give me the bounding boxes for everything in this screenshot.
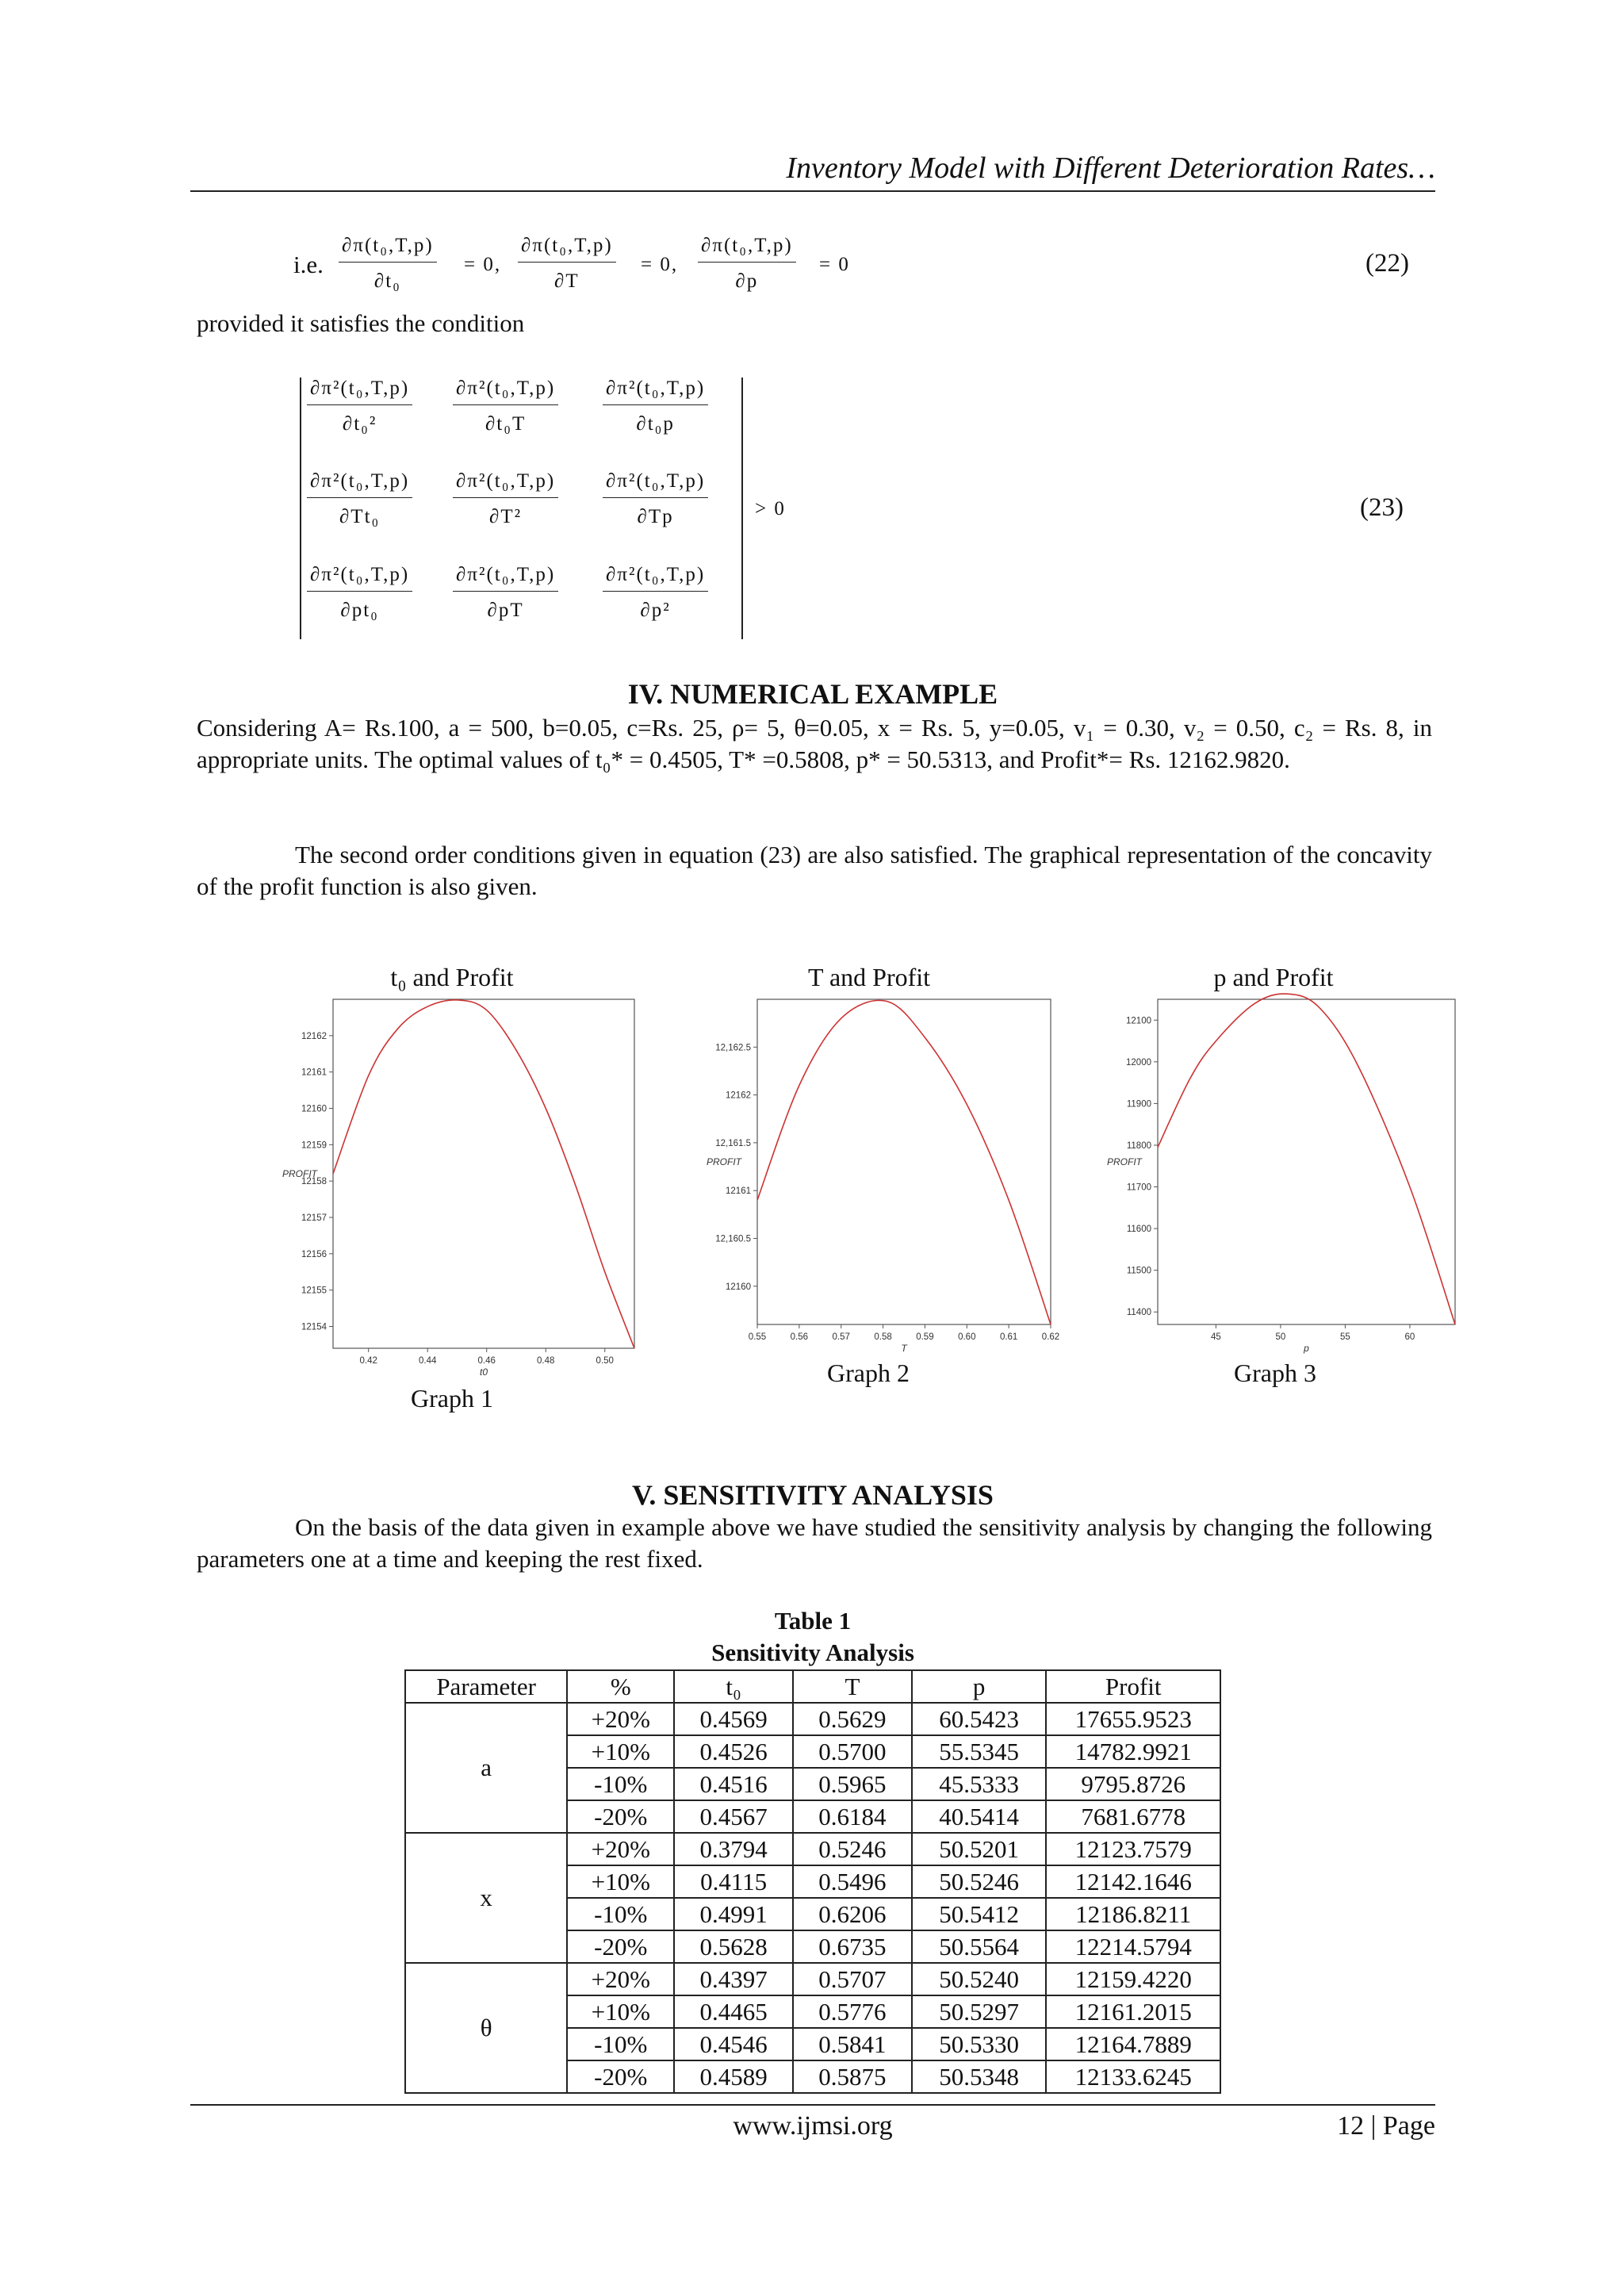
profit-curve — [333, 1000, 634, 1348]
x-axis-label: p — [1304, 1343, 1309, 1354]
table-cell: -10% — [567, 1898, 674, 1930]
x-axis-label: T — [901, 1343, 907, 1354]
table-cell: 0.4589 — [674, 2060, 793, 2093]
table-cell: 12164.7889 — [1046, 2028, 1220, 2060]
graph3-caption: Graph 3 — [1234, 1359, 1316, 1387]
eq22-fraction-1: $\frac{\text{∂π(t₀,T,p)}}{\text{∂t₀}}$ — [339, 235, 437, 293]
y-tick-label: 11900 — [1126, 1099, 1151, 1110]
eq22-number: (22) — [1365, 249, 1409, 278]
determinant-entry: $\frac{\text{∂π²(t₀,T,p)}}{\partial pT}$ — [453, 564, 558, 622]
table-cell: 0.5246 — [793, 1833, 912, 1865]
table-cell: 7681.6778 — [1046, 1800, 1220, 1833]
eq22-equals-2: = 0, — [641, 254, 679, 275]
table-cell: 0.4465 — [674, 1995, 793, 2028]
chart3-title: p and Profit — [1213, 963, 1334, 991]
footer-page-number: 12 | Page — [1337, 2111, 1435, 2141]
table-cell: 50.5564 — [912, 1930, 1047, 1963]
x-tick-label: 0.61 — [999, 1332, 1018, 1342]
x-tick-label: 0.57 — [832, 1332, 850, 1342]
x-tick-label: 0.44 — [419, 1356, 437, 1366]
plot-frame — [757, 999, 1051, 1324]
table-cell: 0.4397 — [674, 1963, 793, 1995]
y-tick-label: 12157 — [301, 1213, 327, 1223]
table-row — [405, 1703, 1220, 1735]
table-parameter-cell: θ — [405, 1963, 567, 2093]
chart1-title: t₀ and Profit — [390, 963, 514, 991]
table-row — [405, 1963, 1220, 1995]
table-cell: 50.5348 — [912, 2060, 1047, 2093]
header-rule — [190, 190, 1435, 192]
eq23-number: (23) — [1360, 493, 1404, 522]
table-cell: 0.5496 — [793, 1865, 912, 1898]
table-caption-title: Sensitivity Analysis — [711, 1639, 914, 1666]
y-tick-label: 12160 — [301, 1104, 327, 1114]
table-cell: +10% — [567, 1735, 674, 1768]
x-tick-label: 45 — [1210, 1332, 1221, 1342]
table-cell: 0.4991 — [674, 1898, 793, 1930]
table-cell: +20% — [567, 1833, 674, 1865]
eq22-equals-3: = 0 — [819, 254, 850, 275]
y-tick-label: 11800 — [1126, 1140, 1151, 1151]
table-cell: 50.5201 — [912, 1833, 1047, 1865]
table-header-cell: p — [912, 1670, 1047, 1703]
table-cell: 12142.1646 — [1046, 1865, 1220, 1898]
table-cell: 12186.8211 — [1046, 1898, 1220, 1930]
table-cell: 0.4569 — [674, 1703, 793, 1735]
chart-T-profit — [690, 995, 1060, 1360]
x-tick-label: 0.46 — [477, 1356, 496, 1366]
table-parameter-cell: x — [405, 1833, 567, 1963]
table-cell: 40.5414 — [912, 1800, 1047, 1833]
table-header-cell: T — [793, 1670, 912, 1703]
table-parameter-cell: a — [405, 1703, 567, 1833]
table-cell: -20% — [567, 1800, 674, 1833]
chart2-title: T and Profit — [807, 963, 931, 991]
table-cell: +10% — [567, 1865, 674, 1898]
table-cell: 50.5330 — [912, 2028, 1047, 2060]
y-tick-label: 12154 — [301, 1322, 327, 1332]
y-tick-label: 12,162.5 — [715, 1043, 751, 1053]
y-tick-label: 12158 — [301, 1177, 327, 1187]
table-cell: 60.5423 — [912, 1703, 1047, 1735]
determinant-entry: $\frac{\text{∂π²(t₀,T,p)}}{\text{∂t₀²}}$ — [307, 378, 412, 435]
table-cell: 12159.4220 — [1046, 1963, 1220, 1995]
table-cell: 0.4516 — [674, 1768, 793, 1800]
table-cell: 0.3794 — [674, 1833, 793, 1865]
table-cell: 14782.9921 — [1046, 1735, 1220, 1768]
table-cell: 0.5700 — [793, 1735, 912, 1768]
eq23-rhs: > 0 — [755, 498, 786, 519]
footer-rule — [190, 2104, 1435, 2106]
y-axis-label: PROFIT — [707, 1156, 741, 1167]
x-tick-label: 0.42 — [359, 1356, 377, 1366]
table-cell: 0.6206 — [793, 1898, 912, 1930]
y-tick-label: 12161 — [301, 1068, 327, 1078]
table-cell: -10% — [567, 1768, 674, 1800]
determinant-right-bar — [741, 378, 743, 639]
determinant-entry: $\frac{\text{∂π²(t₀,T,p)}}{\text{∂Tt₀}}$ — [307, 470, 412, 528]
graph1-caption: Graph 1 — [411, 1384, 493, 1412]
table-header-cell: Profit — [1046, 1670, 1220, 1703]
table-row — [405, 1833, 1220, 1865]
table-cell: 0.5629 — [793, 1703, 912, 1735]
table-header-cell: % — [567, 1670, 674, 1703]
y-tick-label: 12,161.5 — [715, 1138, 751, 1148]
running-header: Inventory Model with Different Deterioration Rates… — [786, 151, 1435, 185]
table-cell: 0.5841 — [793, 2028, 912, 2060]
y-tick-label: 11700 — [1126, 1182, 1151, 1193]
table-cell: 50.5246 — [912, 1865, 1047, 1898]
determinant-entry: $\frac{\text{∂π²(t₀,T,p)}}{\text{∂p²}}$ — [603, 564, 708, 622]
y-axis-label: PROFIT — [282, 1168, 317, 1179]
table-caption-number: Table 1 — [774, 1607, 852, 1635]
eq22-fraction-3: $\frac{\text{∂π(t₀,T,p)}}{\partial p}$ — [698, 235, 796, 293]
x-tick-label: 0.48 — [537, 1356, 555, 1366]
x-tick-label: 0.62 — [1041, 1332, 1060, 1342]
section5-title: V. SENSITIVITY ANALYSIS — [632, 1479, 994, 1511]
table-header-cell: Parameter — [405, 1670, 567, 1703]
y-tick-label: 12,160.5 — [715, 1234, 751, 1244]
x-tick-label: 0.50 — [596, 1356, 614, 1366]
y-tick-label: 12000 — [1126, 1057, 1151, 1068]
eq22-equals-1: = 0, — [464, 254, 502, 275]
determinant-entry: $\frac{\text{∂π²(t₀,T,p)}}{\partial Tp}$ — [603, 470, 708, 528]
chart-p-profit — [1094, 995, 1459, 1360]
x-tick-label: 0.60 — [958, 1332, 976, 1342]
x-tick-label: 55 — [1340, 1332, 1350, 1342]
determinant-entry: $\frac{\text{∂π²(t₀,T,p)}}{\text{∂pt₀}}$ — [307, 564, 412, 622]
x-tick-label: 0.59 — [916, 1332, 934, 1342]
table-cell: 0.4526 — [674, 1735, 793, 1768]
y-tick-label: 12162 — [726, 1091, 751, 1101]
y-tick-label: 12159 — [301, 1140, 327, 1151]
y-tick-label: 12161 — [726, 1186, 751, 1197]
table-cell: 12133.6245 — [1046, 2060, 1220, 2093]
y-tick-label: 12156 — [301, 1249, 327, 1259]
y-tick-label: 12162 — [301, 1031, 327, 1041]
table-cell: +20% — [567, 1703, 674, 1735]
eq22-label: i.e. — [293, 251, 324, 278]
profit-curve — [757, 1000, 1051, 1324]
determinant-entry: $\frac{\text{∂π²(t₀,T,p)}}{\text{∂t₀T}}$ — [453, 378, 558, 435]
table-cell: -20% — [567, 2060, 674, 2093]
y-tick-label: 11600 — [1126, 1225, 1151, 1235]
section5-paragraph: On the basis of the data given in example above we have studied the sensitivity analysis by changing the following parameters one at a time and keeping the rest fixed. — [197, 1513, 1432, 1573]
y-tick-label: 12155 — [301, 1286, 327, 1296]
y-tick-label: 11400 — [1126, 1308, 1151, 1318]
x-tick-label: 50 — [1275, 1332, 1286, 1342]
x-tick-label: 60 — [1404, 1332, 1415, 1342]
y-tick-label: 12100 — [1126, 1016, 1151, 1026]
table-cell: 0.5965 — [793, 1768, 912, 1800]
chart-t0-profit — [262, 995, 642, 1384]
table-cell: 9795.8726 — [1046, 1768, 1220, 1800]
determinant-left-bar — [300, 378, 301, 639]
condition-text: provided it satisfies the condition — [197, 309, 525, 337]
plot-frame — [333, 999, 634, 1348]
table-header-cell: t₀ — [674, 1670, 793, 1703]
table-cell: 0.5776 — [793, 1995, 912, 2028]
table-cell: 12123.7579 — [1046, 1833, 1220, 1865]
x-tick-label: 0.58 — [874, 1332, 892, 1342]
table-cell: 0.5875 — [793, 2060, 912, 2093]
table-cell: 12161.2015 — [1046, 1995, 1220, 2028]
table-cell: 0.4546 — [674, 2028, 793, 2060]
section4-title: IV. NUMERICAL EXAMPLE — [627, 678, 998, 710]
y-axis-label: PROFIT — [1107, 1156, 1142, 1167]
sensitivity-table — [404, 1669, 1221, 2094]
x-tick-label: 0.56 — [790, 1332, 809, 1342]
plot-frame — [1158, 999, 1455, 1324]
table-cell: 0.5628 — [674, 1930, 793, 1963]
table-cell: +10% — [567, 1995, 674, 2028]
graph2-caption: Graph 2 — [827, 1359, 910, 1387]
table-cell: 0.4115 — [674, 1865, 793, 1898]
table-cell: 55.5345 — [912, 1735, 1047, 1768]
table-cell: 50.5412 — [912, 1898, 1047, 1930]
table-cell: 0.6184 — [793, 1800, 912, 1833]
table-cell: 50.5297 — [912, 1995, 1047, 2028]
eq22-fraction-2: $\frac{\text{∂π(t₀,T,p)}}{\partial T}$ — [518, 235, 616, 293]
y-tick-label: 11500 — [1126, 1266, 1151, 1276]
table-cell: -20% — [567, 1930, 674, 1963]
table-cell: 17655.9523 — [1046, 1703, 1220, 1735]
profit-curve — [1158, 994, 1455, 1324]
section4-paragraph-1: Considering A= Rs.100, a = 500, b=0.05, c=Rs. 25, ρ= 5, θ=0.05, x = Rs. 5, y=0.05, v₁ = 0.30, v₂ = 0.50, c₂ = Rs. 8, in appropriate units. The optimal values of t₀* = 0.4505, T* =0.5808, p* = 50.5313, and Profit*= Rs. 12162.9820. — [197, 714, 1432, 773]
table-cell: 0.5707 — [793, 1963, 912, 1995]
table-cell: 45.5333 — [912, 1768, 1047, 1800]
determinant-entry: $\frac{\text{∂π²(t₀,T,p)}}{\text{∂T²}}$ — [453, 470, 558, 528]
y-tick-label: 12160 — [726, 1282, 751, 1292]
table-cell: -10% — [567, 2028, 674, 2060]
x-axis-label: t0 — [479, 1366, 488, 1378]
table-cell: 12214.5794 — [1046, 1930, 1220, 1963]
table-cell: 50.5240 — [912, 1963, 1047, 1995]
section4-paragraph-2: The second order conditions given in equation (23) are also satisfied. The graphical representation of the concavity of the profit function is also given. — [197, 841, 1432, 900]
table-cell: 0.4567 — [674, 1800, 793, 1833]
determinant-entry: $\frac{\text{∂π²(t₀,T,p)}}{\text{∂t₀p}}$ — [603, 378, 708, 435]
footer-url[interactable]: www.ijmsi.org — [733, 2111, 893, 2141]
table-cell: 0.6735 — [793, 1930, 912, 1963]
x-tick-label: 0.55 — [748, 1332, 767, 1342]
table-cell: +20% — [567, 1963, 674, 1995]
